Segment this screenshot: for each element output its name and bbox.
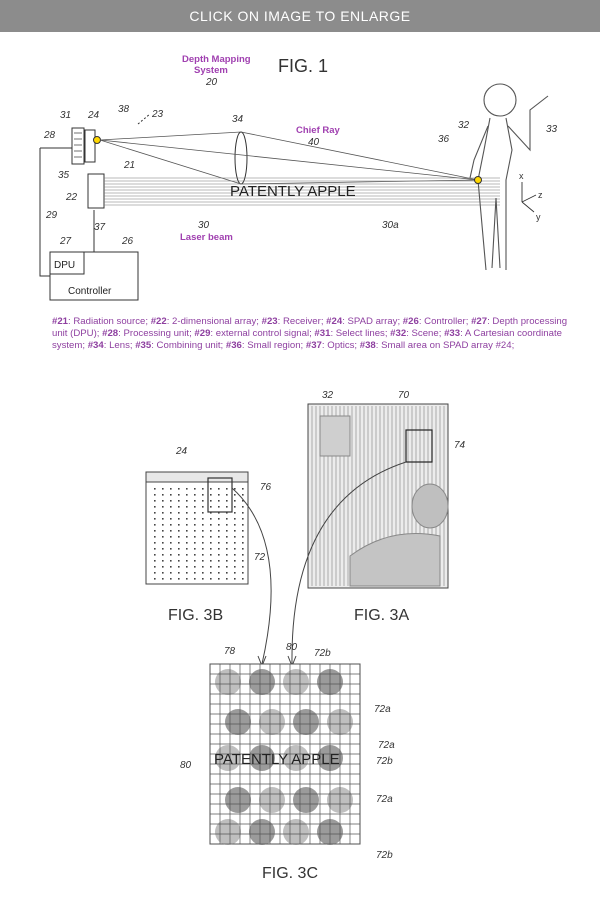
ref-28: 28 — [44, 130, 56, 141]
legend-number: #37 — [305, 340, 322, 351]
ref-30: 30 — [198, 220, 210, 231]
chief-rays — [100, 132, 478, 184]
ref-72b-bottom: 72b — [376, 850, 393, 861]
legend-text: : Small region; — [241, 340, 306, 351]
curve-3b-3c — [232, 488, 271, 664]
ref-72a-2: 72a — [378, 740, 395, 751]
curve-3a-3c — [292, 462, 406, 664]
fig3a-title: FIG. 3A — [354, 607, 410, 624]
legend-text: : 2-dimensional array; — [166, 316, 262, 327]
spot-blob — [259, 709, 285, 735]
fig3c-title: FIG. 3C — [262, 865, 319, 882]
ref-72b-mid: 72b — [376, 756, 393, 767]
ref-31: 31 — [60, 110, 72, 121]
ref-72b-top: 72b — [314, 648, 331, 659]
connector-curves — [0, 440, 600, 670]
processing-unit-28 — [72, 128, 84, 164]
ref-33: 33 — [546, 124, 558, 135]
legend-text: : Small area on SPAD array #24; — [375, 340, 515, 351]
controller-label: Controller — [68, 286, 112, 297]
legend-number: #35 — [135, 340, 152, 351]
scene-person-32 — [470, 84, 548, 270]
legend-number: #28 — [102, 328, 119, 339]
laser-beam-label: Laser beam — [180, 232, 233, 243]
ref-72a-3: 72a — [376, 794, 393, 805]
ref-40: 40 — [308, 137, 320, 148]
legend-text: : Combining unit; — [151, 340, 226, 351]
ref-72a-1: 72a — [374, 704, 391, 715]
spot-blob — [215, 819, 241, 845]
legend-number: #33 — [444, 328, 461, 339]
enlarge-banner[interactable]: CLICK ON IMAGE TO ENLARGE — [0, 0, 600, 32]
ref-38: 38 — [118, 104, 130, 115]
legend-number: #32 — [390, 328, 407, 339]
legend-number: #26 — [402, 316, 419, 327]
ref-29: 29 — [46, 210, 58, 221]
legend-text: : Receiver; — [277, 316, 327, 327]
legend-text: : Lens; — [103, 340, 136, 351]
ref-23: 23 — [152, 109, 164, 120]
ref-32a: 32 — [322, 390, 334, 401]
legend-number: #36 — [225, 340, 242, 351]
dpu-label: DPU — [54, 260, 76, 271]
legend-text: : external control signal; — [210, 328, 315, 339]
figure-3c — [170, 640, 410, 890]
cartesian-axes — [522, 182, 536, 212]
legend-number: #22 — [150, 316, 167, 327]
legend-text: : Processing unit; — [118, 328, 195, 339]
legend-number: #21 — [52, 316, 69, 327]
fig1-watermark: PATENTLY APPLE — [230, 183, 356, 200]
spot-blob — [215, 669, 241, 695]
legend-number: #38 — [359, 340, 376, 351]
chief-ray-label: Chief Ray — [296, 125, 340, 136]
ref-72: 72 — [254, 552, 266, 563]
radiation-source-21 — [88, 174, 104, 208]
spot-blob — [293, 787, 319, 813]
legend-text: : Select lines; — [330, 328, 391, 339]
ref-24: 24 — [88, 110, 100, 121]
legend-text: : Optics; — [321, 340, 360, 351]
ref-24b: 24 — [176, 446, 188, 457]
legend-number: #27 — [471, 316, 488, 327]
ref-80-left: 80 — [180, 760, 192, 771]
spot-blob — [283, 819, 309, 845]
legend-text: : Controller; — [418, 316, 472, 327]
spot-blob — [225, 709, 251, 735]
ref-20: 20 — [206, 77, 218, 88]
spot-blob — [249, 669, 275, 695]
spot-blob — [259, 787, 285, 813]
small-region-36 — [475, 177, 482, 184]
legend-text: : Scene; — [406, 328, 445, 339]
ref-37: 37 — [94, 222, 106, 233]
spad-array-24 — [85, 130, 95, 162]
system-label-2: System — [194, 65, 228, 76]
axis-y-label: y — [536, 212, 541, 222]
spot-blob — [293, 709, 319, 735]
ref-27: 27 — [60, 236, 72, 247]
figure-1 — [0, 40, 600, 310]
fig1-title: FIG. 1 — [278, 56, 329, 76]
axis-x-label: x — [519, 171, 524, 181]
system-label-1: Depth Mapping — [182, 54, 251, 65]
ref-80-top: 80 — [286, 642, 298, 653]
fig3c-watermark: PATENTLY APPLE — [214, 751, 340, 768]
spot-blob — [225, 787, 251, 813]
legend-number: #29 — [194, 328, 211, 339]
legend-number: #34 — [87, 340, 104, 351]
legend-number: #24 — [326, 316, 343, 327]
ref-26: 26 — [122, 236, 134, 247]
lens-34 — [235, 132, 247, 184]
ref-23-leader — [138, 114, 150, 124]
ref-32: 32 — [458, 120, 470, 131]
ref-36: 36 — [438, 134, 450, 145]
ref-70: 70 — [398, 390, 410, 401]
ref-21: 21 — [124, 160, 136, 171]
ref-74: 74 — [454, 440, 466, 451]
legend-number: #23 — [261, 316, 278, 327]
legend-text: : Depth processing unit (DPU); — [52, 316, 568, 339]
reference-legend — [52, 316, 572, 352]
legend-text: : SPAD array; — [342, 316, 403, 327]
axis-z-label: z — [538, 190, 543, 200]
spot-blob — [283, 669, 309, 695]
small-area-38 — [94, 137, 101, 144]
ref-76: 76 — [260, 482, 272, 493]
legend-text: : A Cartesian coordinate system; — [52, 328, 562, 351]
ref-35: 35 — [58, 170, 70, 181]
spot-blob — [249, 819, 275, 845]
ref-34: 34 — [232, 114, 244, 125]
ref-22: 22 — [66, 192, 78, 203]
ref-78: 78 — [224, 646, 236, 657]
ref-30a: 30a — [382, 220, 399, 231]
legend-text: : Radiation source; — [68, 316, 151, 327]
legend-number: #31 — [314, 328, 331, 339]
fig3b-title: FIG. 3B — [168, 607, 224, 624]
